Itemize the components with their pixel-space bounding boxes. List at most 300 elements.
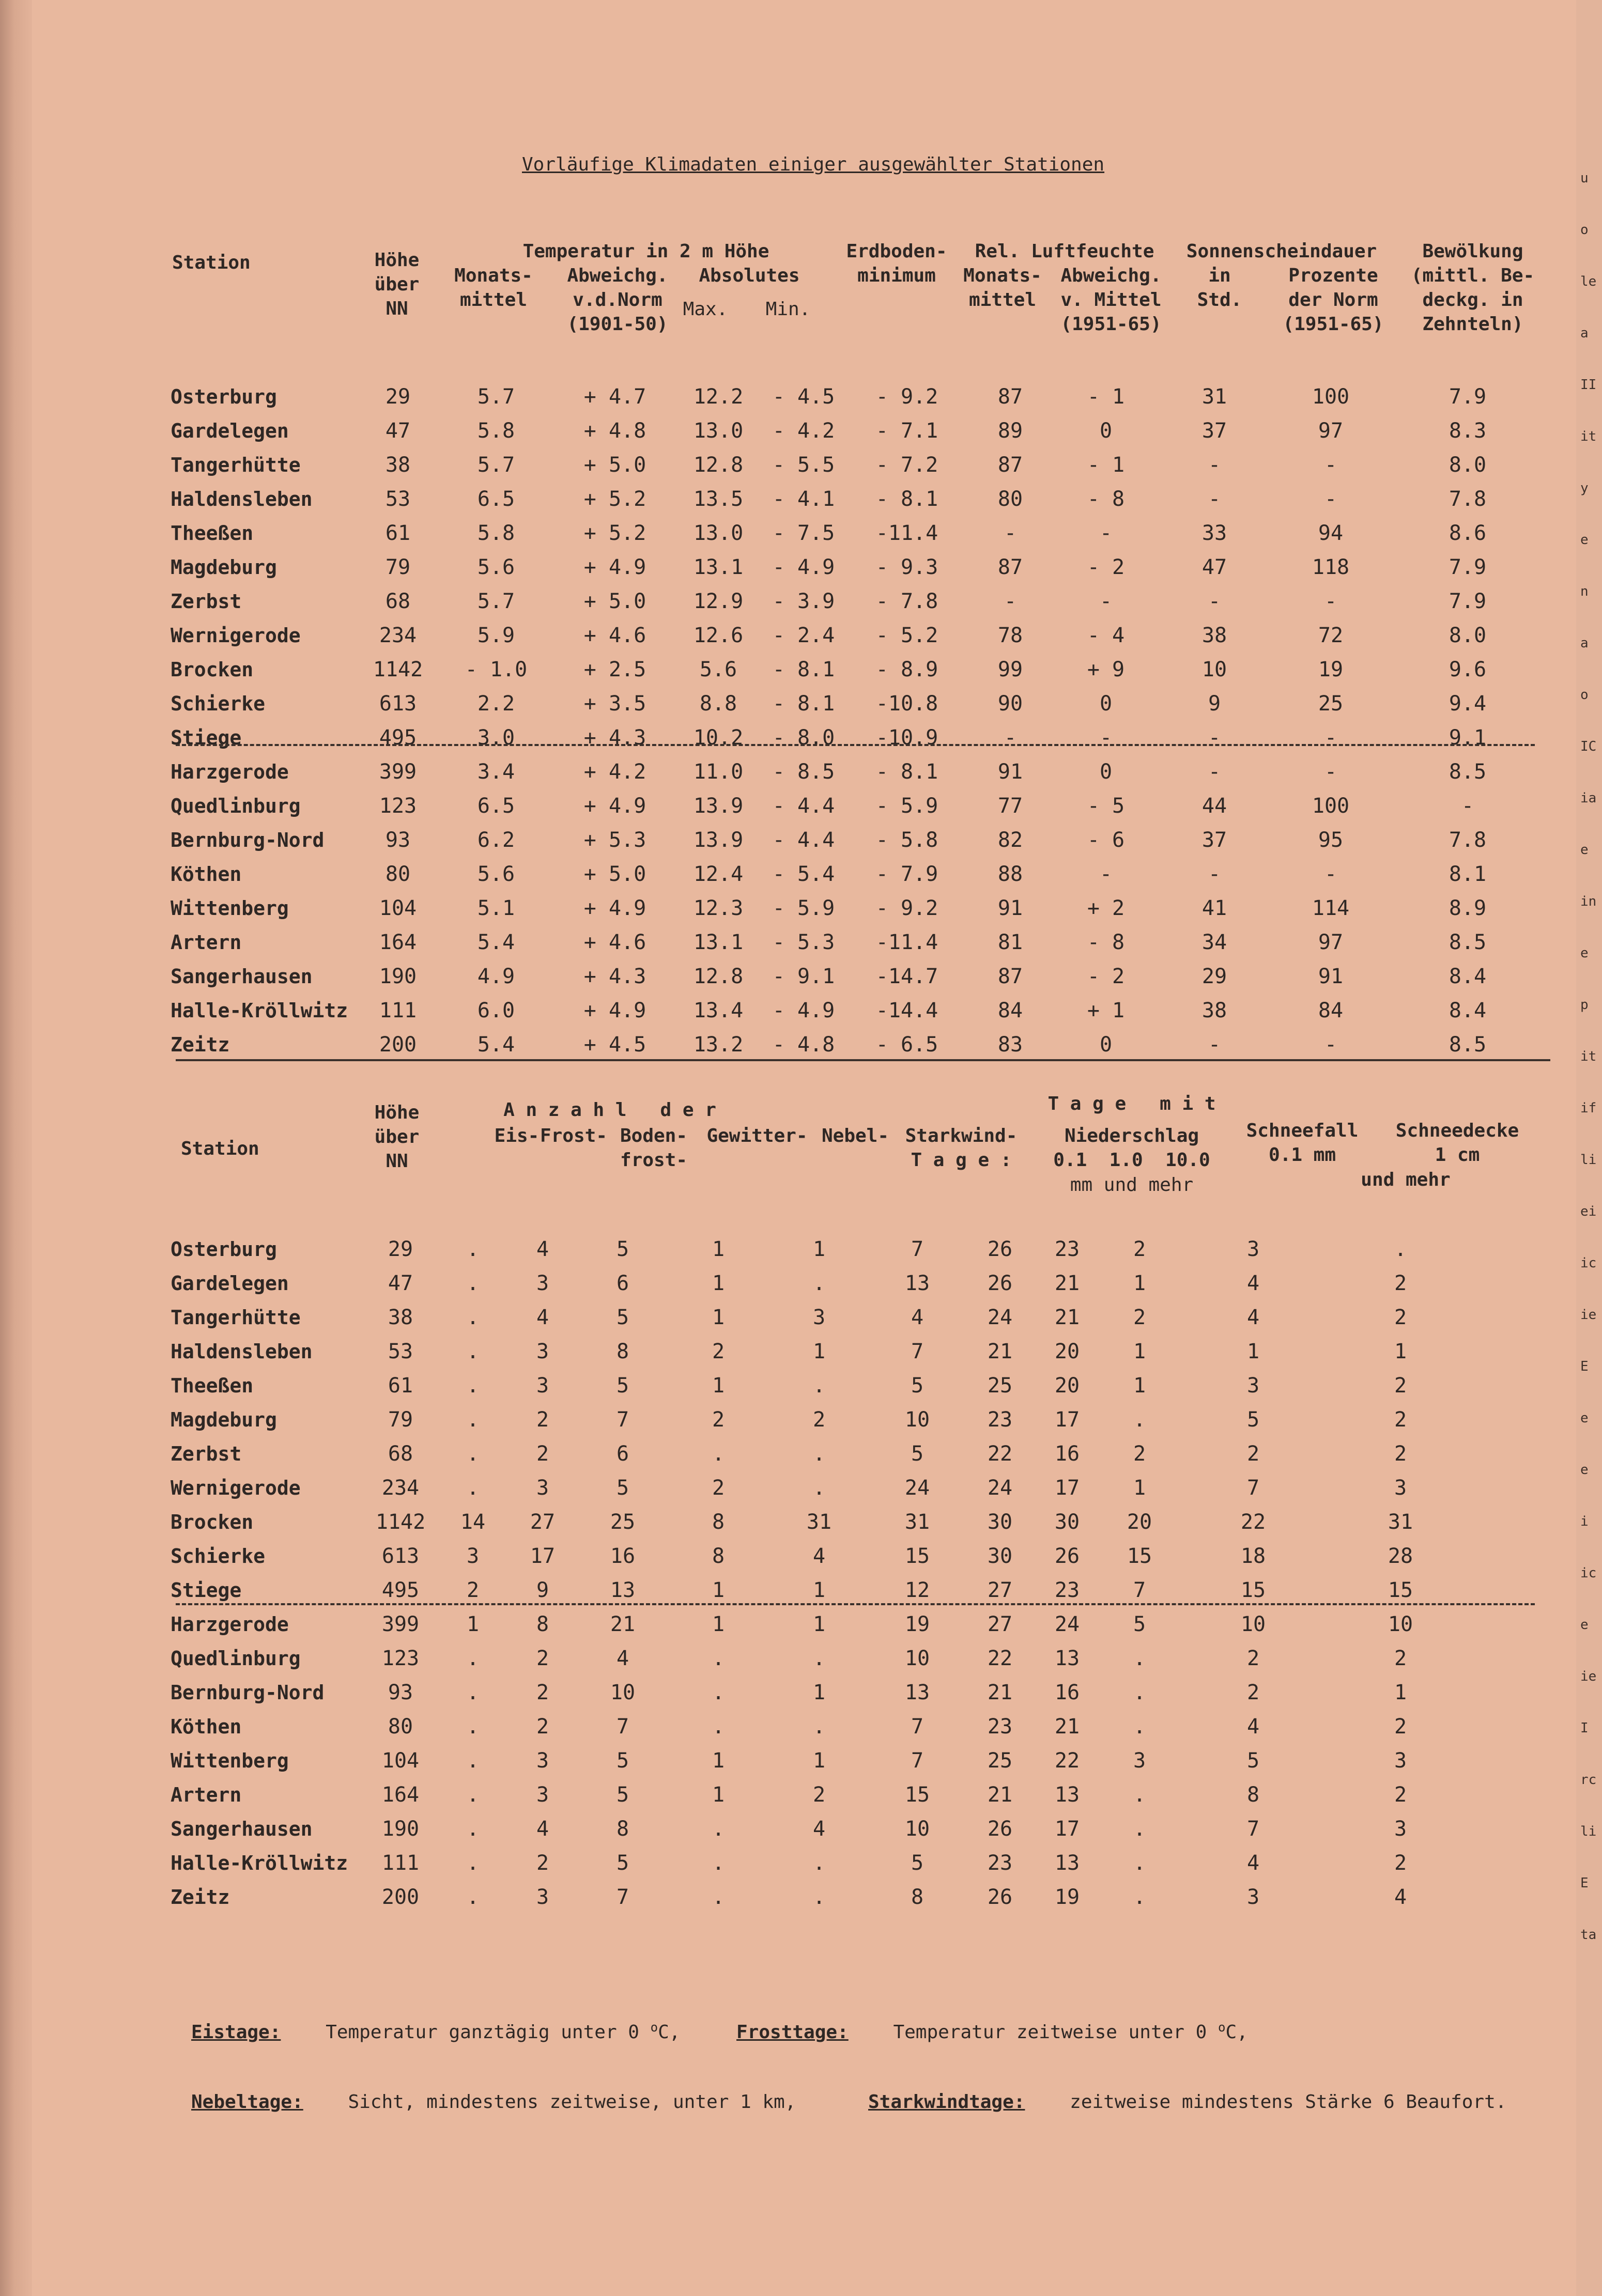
station-name: Artern (171, 1783, 242, 1806)
frosttage-label: Frosttage: (736, 2022, 849, 2043)
starkwind-cell: 8 (911, 1885, 924, 1909)
luft-mittel-cell: 78 (997, 624, 1023, 647)
niederschlag-1.0-cell: 17 (1054, 1408, 1080, 1432)
niederschlag-10.0-cell: 1 (1133, 1340, 1146, 1363)
hoehe-cell: 1142 (375, 1510, 426, 1534)
edge-letter: ia (1580, 790, 1597, 806)
sonne-std-cell: - (1208, 487, 1221, 511)
max-cell: 12.3 (693, 896, 744, 920)
station-name: Osterburg (171, 1238, 277, 1261)
eistage-cell: . (466, 1749, 480, 1773)
hoehe-cell: 53 (385, 487, 411, 511)
bewoelkung-cell: 8.5 (1449, 760, 1487, 784)
bodenfrost-cell: 5 (616, 1374, 629, 1398)
bewoelkung-cell: 8.1 (1449, 862, 1487, 886)
sonne-prozente-cell: - (1324, 726, 1337, 750)
niederschlag-0.1-cell: 25 (987, 1374, 1013, 1398)
min-cell: - 3.9 (772, 589, 835, 613)
abweichung-cell: + 4.6 (583, 930, 646, 954)
frosttage-cell: 2 (536, 1408, 549, 1432)
station-name: Schierke (171, 692, 266, 715)
max-cell: 13.4 (693, 999, 744, 1022)
niederschlag-10.0-cell: . (1133, 1715, 1146, 1739)
schneedecke-cell: 3 (1394, 1476, 1407, 1500)
max-cell: 13.1 (693, 555, 744, 579)
niederschlag-0.1-cell: 27 (987, 1612, 1013, 1636)
station-name: Wittenberg (171, 897, 289, 920)
erdboden-cell: - 5.2 (875, 624, 938, 647)
edge-letter: e (1580, 842, 1589, 858)
max-cell: 13.0 (693, 419, 744, 443)
abweichung-cell: + 4.6 (583, 624, 646, 647)
hoehe-cell: 111 (379, 999, 417, 1022)
sonne-std-cell: 31 (1202, 385, 1227, 409)
niederschlag-0.1-cell: 21 (987, 1783, 1013, 1807)
t1-bewoelkung-header: Bewölkung (mittl. Be- deckg. in Zehnteln) (1411, 241, 1535, 335)
niederschlag-10.0-cell: 3 (1133, 1749, 1146, 1773)
eistage-cell: . (466, 1681, 480, 1704)
monatsmittel-cell: 5.4 (477, 1033, 515, 1057)
table-row (171, 380, 1545, 414)
max-cell: 13.2 (693, 1033, 744, 1057)
hoehe-cell: 613 (381, 1544, 420, 1568)
t1-monatsmittel-header: Monats- mittel (454, 265, 533, 311)
sonne-std-cell: 10 (1202, 658, 1227, 681)
erdboden-cell: - 6.5 (875, 1033, 938, 1057)
edge-letter: le (1580, 274, 1597, 289)
schneefall-cell: 2 (1246, 1647, 1260, 1670)
monatsmittel-cell: 5.7 (477, 385, 515, 409)
monatsmittel-cell: 5.7 (477, 589, 515, 613)
nebel-cell: 1 (812, 1681, 826, 1704)
hoehe-cell: 190 (379, 965, 417, 988)
station-name: Harzgerode (171, 761, 289, 783)
bewoelkung-cell: 7.9 (1449, 385, 1487, 409)
edge-letter: it (1580, 1049, 1597, 1064)
edge-letter: p (1580, 997, 1589, 1013)
station-name: Gardelegen (171, 1272, 289, 1295)
erdboden-cell: - 8.1 (875, 487, 938, 511)
station-name: Wittenberg (171, 1749, 289, 1772)
niederschlag-10.0-cell: 1 (1133, 1476, 1146, 1500)
t1-max-header: Max. (683, 299, 728, 320)
eistage-cell: 2 (466, 1578, 480, 1602)
luft-mittel-cell: 87 (997, 555, 1023, 579)
sonne-std-cell: - (1208, 589, 1221, 613)
edge-letter: e (1580, 1410, 1589, 1426)
nebel-cell: 1 (812, 1749, 826, 1773)
t2-starkwind-header: Starkwind- (905, 1125, 1018, 1146)
hoehe-cell: 123 (381, 1647, 420, 1670)
table-row (171, 1471, 1473, 1505)
schneefall-cell: 15 (1240, 1578, 1266, 1602)
edge-letter: i (1580, 1514, 1589, 1529)
niederschlag-1.0-cell: 16 (1054, 1681, 1080, 1704)
schneedecke-cell: 1 (1394, 1340, 1407, 1363)
frosttage-cell: 9 (536, 1578, 549, 1602)
abweichung-cell: + 5.3 (583, 828, 646, 852)
station-name: Quedlinburg (171, 1647, 301, 1670)
erdboden-cell: -11.4 (875, 930, 938, 954)
starkwind-cell: 12 (904, 1578, 930, 1602)
table-row (171, 823, 1545, 857)
sonne-std-cell: 37 (1202, 419, 1227, 443)
erdboden-cell: - 9.2 (875, 896, 938, 920)
t1-abweichung-header: Abweichg. v.d.Norm (1901-50) (567, 265, 668, 335)
niederschlag-10.0-cell: 1 (1133, 1374, 1146, 1398)
table1-dashed-separator (176, 744, 1535, 746)
t2-frost-header: Frost- (540, 1125, 608, 1146)
niederschlag-1.0-cell: 26 (1054, 1544, 1080, 1568)
abweichung-cell: + 5.0 (583, 862, 646, 886)
hoehe-cell: 80 (388, 1715, 413, 1739)
min-cell: - 5.3 (772, 930, 835, 954)
climate-table-1 (171, 380, 1545, 1062)
niederschlag-1.0-cell: 16 (1054, 1442, 1080, 1466)
luft-abweichung-cell: - 8 (1087, 487, 1125, 511)
hoehe-cell: 104 (381, 1749, 420, 1773)
niederschlag-1.0-cell: 13 (1054, 1783, 1080, 1807)
edge-letter: IC (1580, 739, 1597, 754)
niederschlag-0.1-cell: 24 (987, 1476, 1013, 1500)
edge-letter: li (1580, 1152, 1597, 1168)
min-cell: - 5.9 (772, 896, 835, 920)
station-name: Schierke (171, 1545, 266, 1568)
eistage-cell: . (466, 1340, 480, 1363)
table-row (171, 550, 1545, 584)
t1-station-header: Station (172, 252, 251, 273)
bewoelkung-cell: 7.8 (1449, 487, 1487, 511)
niederschlag-1.0-cell: 24 (1054, 1612, 1080, 1636)
schneedecke-cell: 31 (1388, 1510, 1413, 1534)
t1-luft-mittel-header: Monats- mittel (963, 265, 1042, 311)
gewitter-cell: 2 (712, 1476, 725, 1500)
hoehe-cell: 61 (388, 1374, 413, 1398)
monatsmittel-cell: 6.2 (477, 828, 515, 852)
edge-letter: ic (1580, 1565, 1597, 1581)
max-cell: 13.5 (693, 487, 744, 511)
frosttage-cell: 8 (536, 1612, 549, 1636)
starkwind-cell: 7 (911, 1749, 924, 1773)
niederschlag-1.0-cell: 13 (1054, 1851, 1080, 1875)
table-row (171, 1641, 1473, 1676)
min-cell: - 9.1 (772, 965, 835, 988)
table-row (171, 755, 1545, 789)
schneefall-cell: 4 (1246, 1851, 1260, 1875)
erdboden-cell: - 9.3 (875, 555, 938, 579)
frosttage-cell: 2 (536, 1442, 549, 1466)
bodenfrost-cell: 7 (616, 1885, 629, 1909)
luft-mittel-cell: 84 (997, 999, 1023, 1022)
sonne-prozente-cell: - (1324, 589, 1337, 613)
erdboden-cell: -11.4 (875, 521, 938, 545)
abweichung-cell: + 5.2 (583, 487, 646, 511)
hoehe-cell: 61 (385, 521, 411, 545)
frosttage-cell: 3 (536, 1271, 549, 1295)
station-name: Magdeburg (171, 1408, 277, 1431)
abweichung-cell: + 4.5 (583, 1033, 646, 1057)
edge-letter: li (1580, 1824, 1597, 1839)
table-row (171, 1335, 1473, 1369)
niederschlag-1.0-cell: 23 (1054, 1237, 1080, 1261)
eistage-cell: . (466, 1271, 480, 1295)
bewoelkung-cell: 8.0 (1449, 624, 1487, 647)
gewitter-cell: 1 (712, 1237, 725, 1261)
luft-mittel-cell: - (1004, 521, 1017, 545)
schneedecke-cell: 15 (1388, 1578, 1413, 1602)
min-cell: - 7.5 (772, 521, 835, 545)
luft-abweichung-cell: 0 (1099, 692, 1113, 716)
abweichung-cell: + 4.9 (583, 999, 646, 1022)
sonne-prozente-cell: 100 (1312, 385, 1350, 409)
max-cell: 13.9 (693, 828, 744, 852)
hoehe-cell: 399 (379, 760, 417, 784)
sonne-std-cell: 29 (1202, 965, 1227, 988)
edge-letter: it (1580, 429, 1597, 444)
niederschlag-1.0-cell: 17 (1054, 1476, 1080, 1500)
luft-mittel-cell: 82 (997, 828, 1023, 852)
erdboden-cell: - 5.9 (875, 794, 938, 818)
table-row (171, 1846, 1473, 1880)
nebel-cell: . (812, 1271, 826, 1295)
abweichung-cell: + 2.5 (583, 658, 646, 681)
frosttage-cell: 2 (536, 1681, 549, 1704)
starkwind-cell: 4 (911, 1306, 924, 1329)
t2-gewitter-header: Gewitter- (706, 1125, 808, 1146)
station-name: Osterburg (171, 385, 277, 408)
sonne-prozente-cell: 118 (1312, 555, 1350, 579)
gewitter-cell: 1 (712, 1306, 725, 1329)
erdboden-cell: -14.4 (875, 999, 938, 1022)
table-row (171, 925, 1545, 959)
gewitter-cell: 1 (712, 1271, 725, 1295)
frosttage-cell: 27 (530, 1510, 556, 1534)
station-name: Theeßen (171, 1374, 254, 1397)
hoehe-cell: 38 (388, 1306, 413, 1329)
hoehe-cell: 47 (388, 1271, 413, 1295)
luft-abweichung-cell: 0 (1099, 419, 1113, 443)
table-row (171, 1744, 1473, 1778)
erdboden-cell: -14.7 (875, 965, 938, 988)
bodenfrost-cell: 5 (616, 1783, 629, 1807)
hoehe-cell: 495 (379, 726, 417, 750)
eistage-cell: 3 (466, 1544, 480, 1568)
edge-letter: n (1580, 584, 1589, 599)
table-row (171, 857, 1545, 891)
hoehe-cell: 104 (379, 896, 417, 920)
table-row (171, 1812, 1473, 1846)
t1-absolutes-header: Absolutes (699, 265, 800, 286)
luft-abweichung-cell: - (1099, 589, 1113, 613)
bodenfrost-cell: 8 (616, 1340, 629, 1363)
table-divider-rule (176, 1059, 1550, 1061)
document-title: Vorläufige Klimadaten einiger ausgewählter Stationen (522, 154, 1105, 175)
starkwind-cell: 5 (911, 1442, 924, 1466)
niederschlag-10.0-cell: . (1133, 1851, 1146, 1875)
edge-letter: in (1580, 894, 1597, 909)
t1-temperature-group-header: Temperatur in 2 m Höhe (522, 241, 769, 262)
niederschlag-1.0-cell: 20 (1054, 1374, 1080, 1398)
edge-letter: e (1580, 945, 1589, 961)
niederschlag-0.1-cell: 30 (987, 1544, 1013, 1568)
nebel-cell: . (812, 1715, 826, 1739)
starkwind-cell: 10 (904, 1817, 930, 1841)
sonne-std-cell: - (1208, 760, 1221, 784)
erdboden-cell: - 7.9 (875, 862, 938, 886)
nebel-cell: 4 (812, 1544, 826, 1568)
sonne-std-cell: 38 (1202, 624, 1227, 647)
frosttage-cell: 2 (536, 1647, 549, 1670)
luft-mittel-cell: - (1004, 589, 1017, 613)
nebel-cell: 1 (812, 1612, 826, 1636)
bewoelkung-cell: 8.4 (1449, 965, 1487, 988)
table-row (171, 1607, 1473, 1641)
bewoelkung-cell: 7.9 (1449, 555, 1487, 579)
footnote-nebeltage (191, 2091, 796, 2113)
starkwind-cell: 13 (904, 1681, 930, 1704)
t2-eis-header: Eis- (494, 1125, 540, 1146)
nebel-cell: 2 (812, 1783, 826, 1807)
schneefall-cell: 2 (1246, 1681, 1260, 1704)
t2-anzahl-header: A n z a h l d e r (503, 1099, 716, 1121)
bodenfrost-cell: 21 (610, 1612, 636, 1636)
t2-niederschlag-unit: mm und mehr (1070, 1174, 1194, 1196)
monatsmittel-cell: - 1.0 (465, 658, 528, 681)
station-name: Gardelegen (171, 420, 289, 442)
niederschlag-1.0-cell: 21 (1054, 1306, 1080, 1329)
eistage-cell: . (466, 1374, 480, 1398)
monatsmittel-cell: 5.6 (477, 555, 515, 579)
sonne-prozente-cell: - (1324, 487, 1337, 511)
frosttage-cell: 3 (536, 1340, 549, 1363)
climate-table-2 (171, 1232, 1473, 1914)
station-name: Haldensleben (171, 488, 313, 510)
gewitter-cell: . (712, 1442, 725, 1466)
bewoelkung-cell: 7.8 (1449, 828, 1487, 852)
min-cell: - 8.0 (772, 726, 835, 750)
min-cell: - 4.9 (772, 999, 835, 1022)
monatsmittel-cell: 6.0 (477, 999, 515, 1022)
station-name: Sangerhausen (171, 1818, 313, 1840)
starkwind-cell: 7 (911, 1340, 924, 1363)
frosttage-cell: 4 (536, 1237, 549, 1261)
table-row (171, 653, 1545, 687)
hoehe-cell: 234 (379, 624, 417, 647)
niederschlag-0.1-cell: 25 (987, 1749, 1013, 1773)
table-row (171, 1676, 1473, 1710)
max-cell: 12.6 (693, 624, 744, 647)
gewitter-cell: . (712, 1681, 725, 1704)
min-cell: - 5.4 (772, 862, 835, 886)
sonne-std-cell: 9 (1208, 692, 1221, 716)
luft-abweichung-cell: - (1099, 726, 1113, 750)
starkwindtage-text: zeitweise mindestens Stärke 6 Beaufort. (1070, 2091, 1507, 2113)
starkwind-cell: 7 (911, 1715, 924, 1739)
eistage-unit: C, (658, 2022, 681, 2043)
table-row (171, 959, 1545, 994)
hoehe-cell: 80 (385, 862, 411, 886)
table-row (171, 1403, 1473, 1437)
max-cell: 12.8 (693, 965, 744, 988)
t2-station-header: Station (181, 1138, 259, 1159)
schneefall-cell: 1 (1246, 1340, 1260, 1363)
erdboden-cell: -10.8 (875, 692, 938, 716)
monatsmittel-cell: 3.0 (477, 726, 515, 750)
table-row (171, 721, 1545, 755)
footnote-eistage (191, 2020, 680, 2043)
sonne-prozente-cell: 97 (1318, 930, 1344, 954)
eistage-cell: . (466, 1783, 480, 1807)
schneedecke-cell: 2 (1394, 1715, 1407, 1739)
station-name: Köthen (171, 1715, 242, 1738)
sonne-prozente-cell: 114 (1312, 896, 1350, 920)
schneefall-cell: 3 (1246, 1237, 1260, 1261)
erdboden-cell: -10.9 (875, 726, 938, 750)
niederschlag-0.1-cell: 21 (987, 1681, 1013, 1704)
t1-hoehe-header: Höhe über NN (374, 250, 420, 319)
min-cell: - 4.4 (772, 794, 835, 818)
luft-mittel-cell: 89 (997, 419, 1023, 443)
bodenfrost-cell: 13 (610, 1578, 636, 1602)
luft-abweichung-cell: - 1 (1087, 385, 1125, 409)
schneefall-cell: 5 (1246, 1408, 1260, 1432)
abweichung-cell: + 4.3 (583, 965, 646, 988)
starkwind-cell: 13 (904, 1271, 930, 1295)
nebel-cell: . (812, 1374, 826, 1398)
luft-abweichung-cell: 0 (1099, 1033, 1113, 1057)
monatsmittel-cell: 5.4 (477, 930, 515, 954)
max-cell: 13.0 (693, 521, 744, 545)
edge-letter: E (1580, 1359, 1589, 1374)
sonne-std-cell: 34 (1202, 930, 1227, 954)
table-row (171, 1232, 1473, 1266)
bodenfrost-cell: 5 (616, 1749, 629, 1773)
abweichung-cell: + 4.9 (583, 555, 646, 579)
edge-letter: e (1580, 532, 1589, 548)
starkwindtage-label: Starkwindtage: (868, 2091, 1025, 2113)
bewoelkung-cell: 8.4 (1449, 999, 1487, 1022)
luft-mittel-cell: 90 (997, 692, 1023, 716)
sonne-prozente-cell: 100 (1312, 794, 1350, 818)
t2-niederschlag-amounts: 0.1 1.0 10.0 (1053, 1150, 1210, 1171)
hoehe-cell: 29 (388, 1237, 413, 1261)
t2-boden-header: Boden- frost- (620, 1125, 688, 1171)
eistage-text: Temperatur ganztägig unter 0 (326, 2022, 639, 2043)
station-name: Wernigerode (171, 624, 301, 647)
luft-mittel-cell: 87 (997, 453, 1023, 477)
luft-mittel-cell: 81 (997, 930, 1023, 954)
starkwind-cell: 10 (904, 1408, 930, 1432)
sonne-std-cell: 41 (1202, 896, 1227, 920)
niederschlag-1.0-cell: 30 (1054, 1510, 1080, 1534)
niederschlag-10.0-cell: 2 (1133, 1237, 1146, 1261)
nebeltage-text: Sicht, mindestens zeitweise, unter 1 km, (348, 2091, 796, 2113)
gewitter-cell: 1 (712, 1612, 725, 1636)
schneefall-cell: 5 (1246, 1749, 1260, 1773)
gewitter-cell: 8 (712, 1544, 725, 1568)
max-cell: 12.4 (693, 862, 744, 886)
t1-sonne-prozente-header: Prozente der Norm (1951-65) (1283, 265, 1384, 335)
luft-abweichung-cell: - 2 (1087, 555, 1125, 579)
station-name: Stiege (171, 1579, 242, 1602)
station-name: Artern (171, 931, 242, 954)
t1-sonnenschein-group-header: Sonnenscheindauer (1186, 241, 1377, 262)
niederschlag-0.1-cell: 27 (987, 1578, 1013, 1602)
gewitter-cell: 1 (712, 1749, 725, 1773)
luft-mittel-cell: 91 (997, 760, 1023, 784)
bodenfrost-cell: 10 (610, 1681, 636, 1704)
frosttage-cell: 3 (536, 1749, 549, 1773)
